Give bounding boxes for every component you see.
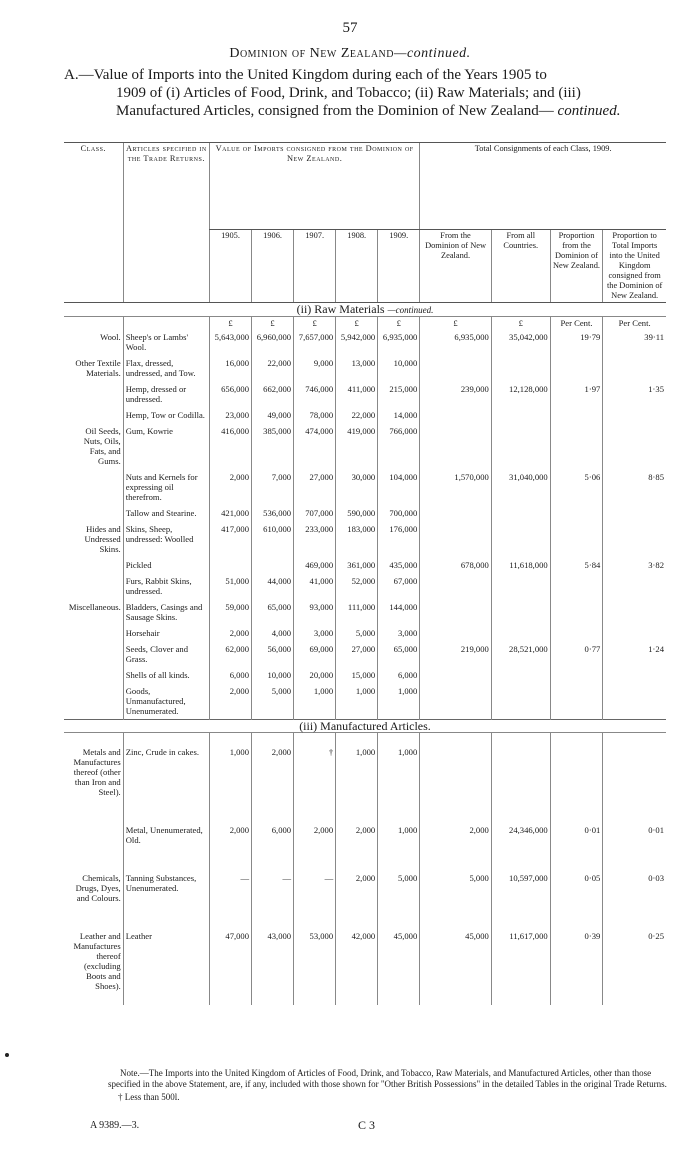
year-value-cell: 1,000 (336, 733, 378, 812)
total-cell (603, 667, 666, 683)
year-value-cell: 3,000 (378, 625, 420, 641)
running-head-text: Dominion of New Zealand (229, 46, 394, 61)
year-value-cell: 656,000 (209, 381, 251, 407)
year-value-cell: 1,000 (336, 683, 378, 720)
total-cell: 8·85 (603, 469, 666, 505)
article-cell: Goods, Unmanufactured, Unenumerated. (123, 683, 209, 720)
total-cell: 11,618,000 (491, 557, 550, 573)
year-value-cell: 43,000 (252, 917, 294, 1005)
year-value-cell: 5,942,000 (336, 329, 378, 355)
total-cell (420, 683, 492, 720)
year-value-cell: 411,000 (336, 381, 378, 407)
year-value-cell: 111,000 (336, 599, 378, 625)
table-row (64, 733, 666, 812)
total-cell (491, 423, 550, 469)
article-cell: Metal, Unenumerated, Old. (123, 811, 209, 859)
sheet-signature: C 3 (358, 1118, 376, 1132)
title-line-2-text: 1909 of (i) Articles of Food, Drink, and Tobacco; (ii) Raw Materials; and (iii) Manufactured Articles, consigned from the Dominion of New Zealand— (116, 85, 581, 119)
total-cell (550, 667, 603, 683)
total-cell: 1·35 (603, 381, 666, 407)
year-value-cell: 56,000 (252, 641, 294, 667)
total-cell (491, 683, 550, 720)
year-value-cell: 22,000 (336, 407, 378, 423)
note: Note.—The Imports into the United Kingdom of Articles of Food, Drink, and Tobacco, Raw Materials, and Manufactured Articles, other than those specified in the above Statement, are, if any, included with those shown for "Other British Possessions" in the detailed Tables in the original Trade Returns. (108, 1068, 667, 1089)
table-row (64, 355, 666, 381)
year-value-cell: 59,000 (209, 599, 251, 625)
table-row (64, 329, 666, 355)
unit-pound: £ (420, 317, 492, 330)
unit-pound: £ (294, 317, 336, 330)
year-value-cell: — (209, 859, 251, 917)
units-row (64, 317, 666, 330)
year-value-cell: 69,000 (294, 641, 336, 667)
total-cell: 6,935,000 (420, 329, 492, 355)
year-value-cell: 49,000 (252, 407, 294, 423)
class-cell (64, 641, 123, 667)
total-cell (603, 423, 666, 469)
unit-percent: Per Cent. (603, 317, 666, 330)
class-cell (64, 505, 123, 521)
total-cell: 1·97 (550, 381, 603, 407)
year-value-cell: 5,000 (336, 625, 378, 641)
class-cell: Miscellaneous. (68, 602, 121, 612)
total-cell (603, 599, 666, 625)
article-cell: Flax, dressed, undressed, and Tow. (123, 355, 209, 381)
year-value-cell: 474,000 (294, 423, 336, 469)
year-value-cell (252, 557, 294, 573)
year-value-cell: 16,000 (209, 355, 251, 381)
class-cell: Wool. (100, 332, 121, 342)
year-value-cell: 6,960,000 (252, 329, 294, 355)
year-value-cell: 51,000 (209, 573, 251, 599)
title-line-2 (64, 84, 664, 120)
year-value-cell: 65,000 (252, 599, 294, 625)
year-value-cell: 421,000 (209, 505, 251, 521)
year-value-cell: 469,000 (294, 557, 336, 573)
total-cell: 678,000 (420, 557, 492, 573)
year-value-cell: † (294, 733, 336, 812)
total-cell (420, 599, 492, 625)
total-cell (550, 683, 603, 720)
header-year-1905: 1905. (209, 230, 251, 303)
total-cell (491, 407, 550, 423)
year-value-cell: — (294, 859, 336, 917)
table-row (64, 811, 666, 859)
total-cell: 2,000 (420, 811, 492, 859)
class-cell: Hides and Undressed Skins. (84, 524, 121, 554)
year-value-cell: 9,000 (294, 355, 336, 381)
year-value-cell: 15,000 (336, 667, 378, 683)
total-cell: 0·03 (603, 859, 666, 917)
total-cell (491, 733, 550, 812)
total-cell (550, 407, 603, 423)
total-cell (603, 625, 666, 641)
table-row (64, 859, 666, 917)
header-proportion-total: Proportion to Total Imports into the United Kingdom consigned from the Dominion of New Zealand. (603, 230, 666, 303)
year-value-cell: 183,000 (336, 521, 378, 557)
table-row (64, 573, 666, 599)
article-cell: Skins, Sheep, undressed: Woolled (123, 521, 209, 557)
year-value-cell: 176,000 (378, 521, 420, 557)
class-cell: Metals and Manufactures thereof (other than Iron and Steel). (73, 747, 121, 797)
year-value-cell: 2,000 (252, 733, 294, 812)
class-cell (64, 667, 123, 683)
year-value-cell: 6,000 (252, 811, 294, 859)
year-value-cell: 416,000 (209, 423, 251, 469)
table-row (64, 381, 666, 407)
year-value-cell: 766,000 (378, 423, 420, 469)
header-class: Class. (64, 143, 123, 303)
class-cell (64, 469, 123, 505)
total-cell (550, 521, 603, 557)
year-value-cell: 6,000 (209, 667, 251, 683)
title-line-1: A.—Value of Imports into the United Kingdom during each of the Years 1905 to (64, 67, 547, 83)
class-cell: Chemicals, Drugs, Dyes, and Colours. (75, 873, 121, 903)
year-value-cell: 2,000 (336, 811, 378, 859)
total-cell: 0·01 (603, 811, 666, 859)
class-cell: Leather and Manufactures thereof (excluding Boots and Shoes). (73, 931, 121, 991)
article-cell: Shells of all kinds. (123, 667, 209, 683)
table-row (64, 917, 666, 1005)
total-cell (491, 599, 550, 625)
table-row (64, 599, 666, 625)
total-cell (420, 573, 492, 599)
table-row (64, 423, 666, 469)
year-value-cell: 6,935,000 (378, 329, 420, 355)
unit-percent: Per Cent. (550, 317, 603, 330)
total-cell: 1,570,000 (420, 469, 492, 505)
table-row (64, 625, 666, 641)
article-cell: Sheep's or Lambs' Wool. (123, 329, 209, 355)
article-cell: Tanning Substances, Unenumerated. (123, 859, 209, 917)
year-value-cell: 27,000 (336, 641, 378, 667)
title-cont: continued. (557, 103, 621, 119)
year-value-cell: 5,000 (252, 683, 294, 720)
header-year-1908: 1908. (336, 230, 378, 303)
imports-table (64, 142, 666, 1005)
article-cell: Leather (123, 917, 209, 1005)
year-value-cell: 1,000 (209, 733, 251, 812)
year-value-cell: 20,000 (294, 667, 336, 683)
article-cell: Tallow and Stearine. (123, 505, 209, 521)
header-value-group: Value of Imports consigned from the Dominion of New Zealand. (209, 143, 419, 230)
total-cell: 12,128,000 (491, 381, 550, 407)
article-cell: Furs, Rabbit Skins, undressed. (123, 573, 209, 599)
total-cell: 31,040,000 (491, 469, 550, 505)
class-cell (64, 407, 123, 423)
year-value-cell: 7,000 (252, 469, 294, 505)
table-row (64, 521, 666, 557)
class-cell (64, 381, 123, 407)
header-articles: Articles specified in the Trade Returns. (123, 143, 209, 303)
class-cell: Oil Seeds, Nuts, Oils, Fats, and Gums. (83, 426, 121, 466)
year-value-cell: 707,000 (294, 505, 336, 521)
total-cell: 0·05 (550, 859, 603, 917)
class-cell (64, 573, 123, 599)
total-cell: 10,597,000 (491, 859, 550, 917)
year-value-cell: 78,000 (294, 407, 336, 423)
header-year-1907: 1907. (294, 230, 336, 303)
total-cell: 5·84 (550, 557, 603, 573)
header-total-group: Total Consignments of each Class, 1909. (420, 143, 666, 230)
year-value-cell: 2,000 (209, 683, 251, 720)
ink-dot (5, 1053, 9, 1057)
header-from-all: From all Countries. (491, 230, 550, 303)
year-value-cell: 2,000 (209, 625, 251, 641)
year-value-cell: 417,000 (209, 521, 251, 557)
running-head (0, 46, 700, 62)
total-cell (603, 505, 666, 521)
total-cell (550, 733, 603, 812)
header-from-dominion: From the Dominion of New Zealand. (420, 230, 492, 303)
header-proportion-dominion: Proportion from the Dominion of New Zealand. (550, 230, 603, 303)
year-value-cell: 435,000 (378, 557, 420, 573)
page-number: 57 (342, 20, 358, 36)
total-cell: 35,042,000 (491, 329, 550, 355)
total-cell (603, 683, 666, 720)
unit-pound: £ (491, 317, 550, 330)
table-row (64, 641, 666, 667)
total-cell (420, 407, 492, 423)
year-value-cell: 4,000 (252, 625, 294, 641)
year-value-cell: 67,000 (378, 573, 420, 599)
total-cell: 5,000 (420, 859, 492, 917)
year-value-cell: 42,000 (336, 917, 378, 1005)
year-value-cell: 22,000 (252, 355, 294, 381)
year-value-cell: 1,000 (378, 811, 420, 859)
unit-pound: £ (252, 317, 294, 330)
article-cell: Hemp, dressed or undressed. (123, 381, 209, 407)
total-cell (420, 505, 492, 521)
year-value-cell: 5,000 (378, 859, 420, 917)
header-year-1906: 1906. (252, 230, 294, 303)
total-cell (491, 521, 550, 557)
total-cell: 0·25 (603, 917, 666, 1005)
table-row (64, 407, 666, 423)
total-cell (420, 355, 492, 381)
total-cell (603, 573, 666, 599)
section-raw-materials (64, 303, 666, 317)
year-value-cell: 1,000 (378, 683, 420, 720)
year-value-cell: 13,000 (336, 355, 378, 381)
year-value-cell: 23,000 (209, 407, 251, 423)
total-cell: 5·06 (550, 469, 603, 505)
table-title (64, 66, 664, 120)
total-cell (550, 355, 603, 381)
year-value-cell: 3,000 (294, 625, 336, 641)
total-cell (550, 423, 603, 469)
year-value-cell: 1,000 (294, 683, 336, 720)
year-value-cell: 14,000 (378, 407, 420, 423)
year-value-cell: 590,000 (336, 505, 378, 521)
unit-pound: £ (209, 317, 251, 330)
total-cell: 39·11 (603, 329, 666, 355)
unit-pound: £ (378, 317, 420, 330)
section-manufactured (64, 720, 666, 733)
year-value-cell: 2,000 (294, 811, 336, 859)
article-cell: Nuts and Kernels for expressing oil therefrom. (123, 469, 209, 505)
total-cell (491, 625, 550, 641)
article-cell: Pickled (123, 557, 209, 573)
article-cell: Seeds, Clover and Grass. (123, 641, 209, 667)
total-cell (603, 407, 666, 423)
total-cell: 11,617,000 (491, 917, 550, 1005)
total-cell: 219,000 (420, 641, 492, 667)
year-value-cell: — (252, 859, 294, 917)
section-mfg-title: (iii) Manufactured Articles. (64, 720, 666, 733)
total-cell (491, 505, 550, 521)
total-cell (491, 667, 550, 683)
total-cell: 3·82 (603, 557, 666, 573)
article-cell: Hemp, Tow or Codilla. (123, 407, 209, 423)
year-value-cell: 6,000 (378, 667, 420, 683)
total-cell: 19·79 (550, 329, 603, 355)
class-cell (64, 683, 123, 720)
running-head-cont: —continued. (394, 46, 471, 61)
total-cell: 0·01 (550, 811, 603, 859)
year-value-cell: 93,000 (294, 599, 336, 625)
total-cell (491, 355, 550, 381)
table-row (64, 505, 666, 521)
article-cell: Bladders, Casings and Sausage Skins. (123, 599, 209, 625)
total-cell (420, 625, 492, 641)
header-year-1909: 1909. (378, 230, 420, 303)
year-value-cell: 44,000 (252, 573, 294, 599)
total-cell: 239,000 (420, 381, 492, 407)
total-cell (420, 733, 492, 812)
year-value-cell: 215,000 (378, 381, 420, 407)
table-row (64, 667, 666, 683)
article-cell: Zinc, Crude in cakes. (123, 733, 209, 812)
year-value-cell: 1,000 (378, 733, 420, 812)
year-value-cell: 47,000 (209, 917, 251, 1005)
year-value-cell: 700,000 (378, 505, 420, 521)
year-value-cell: 746,000 (294, 381, 336, 407)
year-value-cell: 385,000 (252, 423, 294, 469)
year-value-cell: 233,000 (294, 521, 336, 557)
unit-pound: £ (336, 317, 378, 330)
total-cell: 0·39 (550, 917, 603, 1005)
year-value-cell: 104,000 (378, 469, 420, 505)
print-reference: A 9389.—3. (90, 1120, 140, 1131)
year-value-cell: 62,000 (209, 641, 251, 667)
year-value-cell: 10,000 (378, 355, 420, 381)
year-value-cell: 41,000 (294, 573, 336, 599)
total-cell: 1·24 (603, 641, 666, 667)
table-row (64, 469, 666, 505)
year-value-cell: 2,000 (209, 811, 251, 859)
header-row (64, 143, 666, 230)
year-value-cell: 52,000 (336, 573, 378, 599)
class-cell: Other Textile Materials. (75, 358, 121, 378)
year-value-cell: 2,000 (336, 859, 378, 917)
total-cell (420, 423, 492, 469)
total-cell (550, 625, 603, 641)
class-cell (64, 557, 123, 573)
total-cell: 0·77 (550, 641, 603, 667)
article-cell: Horsehair (123, 625, 209, 641)
year-value-cell: 610,000 (252, 521, 294, 557)
total-cell (491, 573, 550, 599)
total-cell: 24,346,000 (491, 811, 550, 859)
total-cell (603, 355, 666, 381)
year-value-cell: 361,000 (336, 557, 378, 573)
class-cell (64, 625, 123, 641)
total-cell: 28,521,000 (491, 641, 550, 667)
section-raw-cont: —continued. (387, 305, 434, 315)
total-cell (550, 573, 603, 599)
year-value-cell: 65,000 (378, 641, 420, 667)
year-value-cell: 30,000 (336, 469, 378, 505)
year-value-cell: 2,000 (209, 469, 251, 505)
table-row (64, 683, 666, 720)
year-value-cell (209, 557, 251, 573)
year-value-cell: 27,000 (294, 469, 336, 505)
section-raw-title: (ii) Raw Materials (296, 302, 385, 316)
year-value-cell: 419,000 (336, 423, 378, 469)
total-cell (420, 667, 492, 683)
year-value-cell: 662,000 (252, 381, 294, 407)
article-cell: Gum, Kowrie (123, 423, 209, 469)
year-value-cell: 53,000 (294, 917, 336, 1005)
table-row (64, 557, 666, 573)
year-value-cell: 144,000 (378, 599, 420, 625)
total-cell (550, 505, 603, 521)
year-value-cell: 5,643,000 (209, 329, 251, 355)
total-cell (420, 521, 492, 557)
total-cell (550, 599, 603, 625)
year-value-cell: 45,000 (378, 917, 420, 1005)
year-value-cell: 10,000 (252, 667, 294, 683)
total-cell (603, 521, 666, 557)
year-value-cell: 536,000 (252, 505, 294, 521)
total-cell (603, 733, 666, 812)
footnote: † Less than 500l. (118, 1092, 180, 1102)
class-cell (64, 811, 123, 859)
year-value-cell: 7,657,000 (294, 329, 336, 355)
total-cell: 45,000 (420, 917, 492, 1005)
